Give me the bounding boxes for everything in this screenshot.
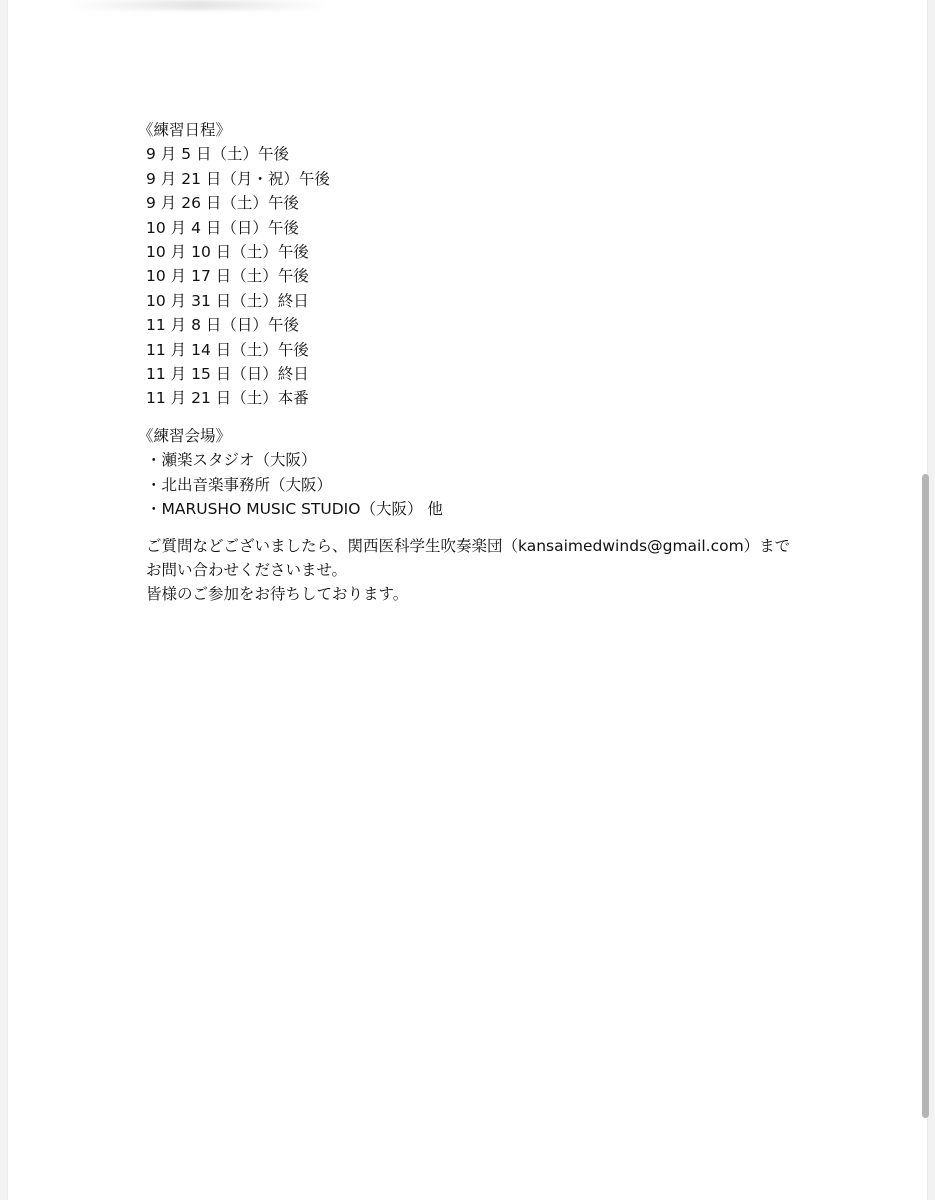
venue-item: ・MARUSHO MUSIC STUDIO（大阪） 他 bbox=[146, 500, 443, 519]
schedule-date: 10 月 17 日（土）午後 bbox=[146, 267, 309, 286]
schedule-date: 11 月 8 日（日）午後 bbox=[146, 316, 299, 335]
schedule-date: 9 月 5 日（土）午後 bbox=[146, 145, 290, 164]
schedule-date: 11 月 21 日（土）本番 bbox=[146, 389, 309, 408]
schedule-date: 11 月 14 日（土）午後 bbox=[146, 340, 309, 359]
schedule-date: 10 月 31 日（土）終日 bbox=[146, 291, 309, 310]
schedule-date: 9 月 26 日（土）午後 bbox=[146, 194, 299, 213]
venue-item: ・北出音楽事務所（大阪） bbox=[146, 475, 333, 494]
venues-list bbox=[138, 448, 838, 521]
schedule-date: 11 月 15 日（日）終日 bbox=[146, 365, 309, 384]
document-page bbox=[8, 0, 927, 1200]
contact-paragraph bbox=[138, 534, 838, 607]
contact-line: 皆様のご参加をお待ちしております。 bbox=[146, 585, 409, 604]
section-spacer bbox=[138, 411, 838, 424]
schedule-date: 9 月 21 日（月・祝）午後 bbox=[146, 169, 330, 188]
schedule-date: 10 月 10 日（土）午後 bbox=[146, 243, 309, 262]
venues-heading: 《練習会場》 bbox=[138, 426, 232, 445]
section-spacer bbox=[138, 522, 838, 534]
schedule-heading: 《練習日程》 bbox=[138, 121, 232, 139]
document-content bbox=[138, 118, 838, 607]
schedule-list bbox=[138, 142, 838, 410]
contact-line: ご質問などございましたら、関西医科学生吹奏楽団（kansaimedwinds@gmail.com）まで bbox=[146, 536, 791, 555]
schedule-date: 10 月 4 日（日）午後 bbox=[146, 218, 299, 237]
contact-line: お問い合わせくださいませ。 bbox=[146, 560, 348, 579]
vertical-scrollbar-thumb[interactable] bbox=[922, 474, 929, 1118]
venue-item: ・瀬楽スタジオ（大阪） bbox=[146, 451, 317, 470]
page-top-shadow bbox=[68, 0, 328, 10]
